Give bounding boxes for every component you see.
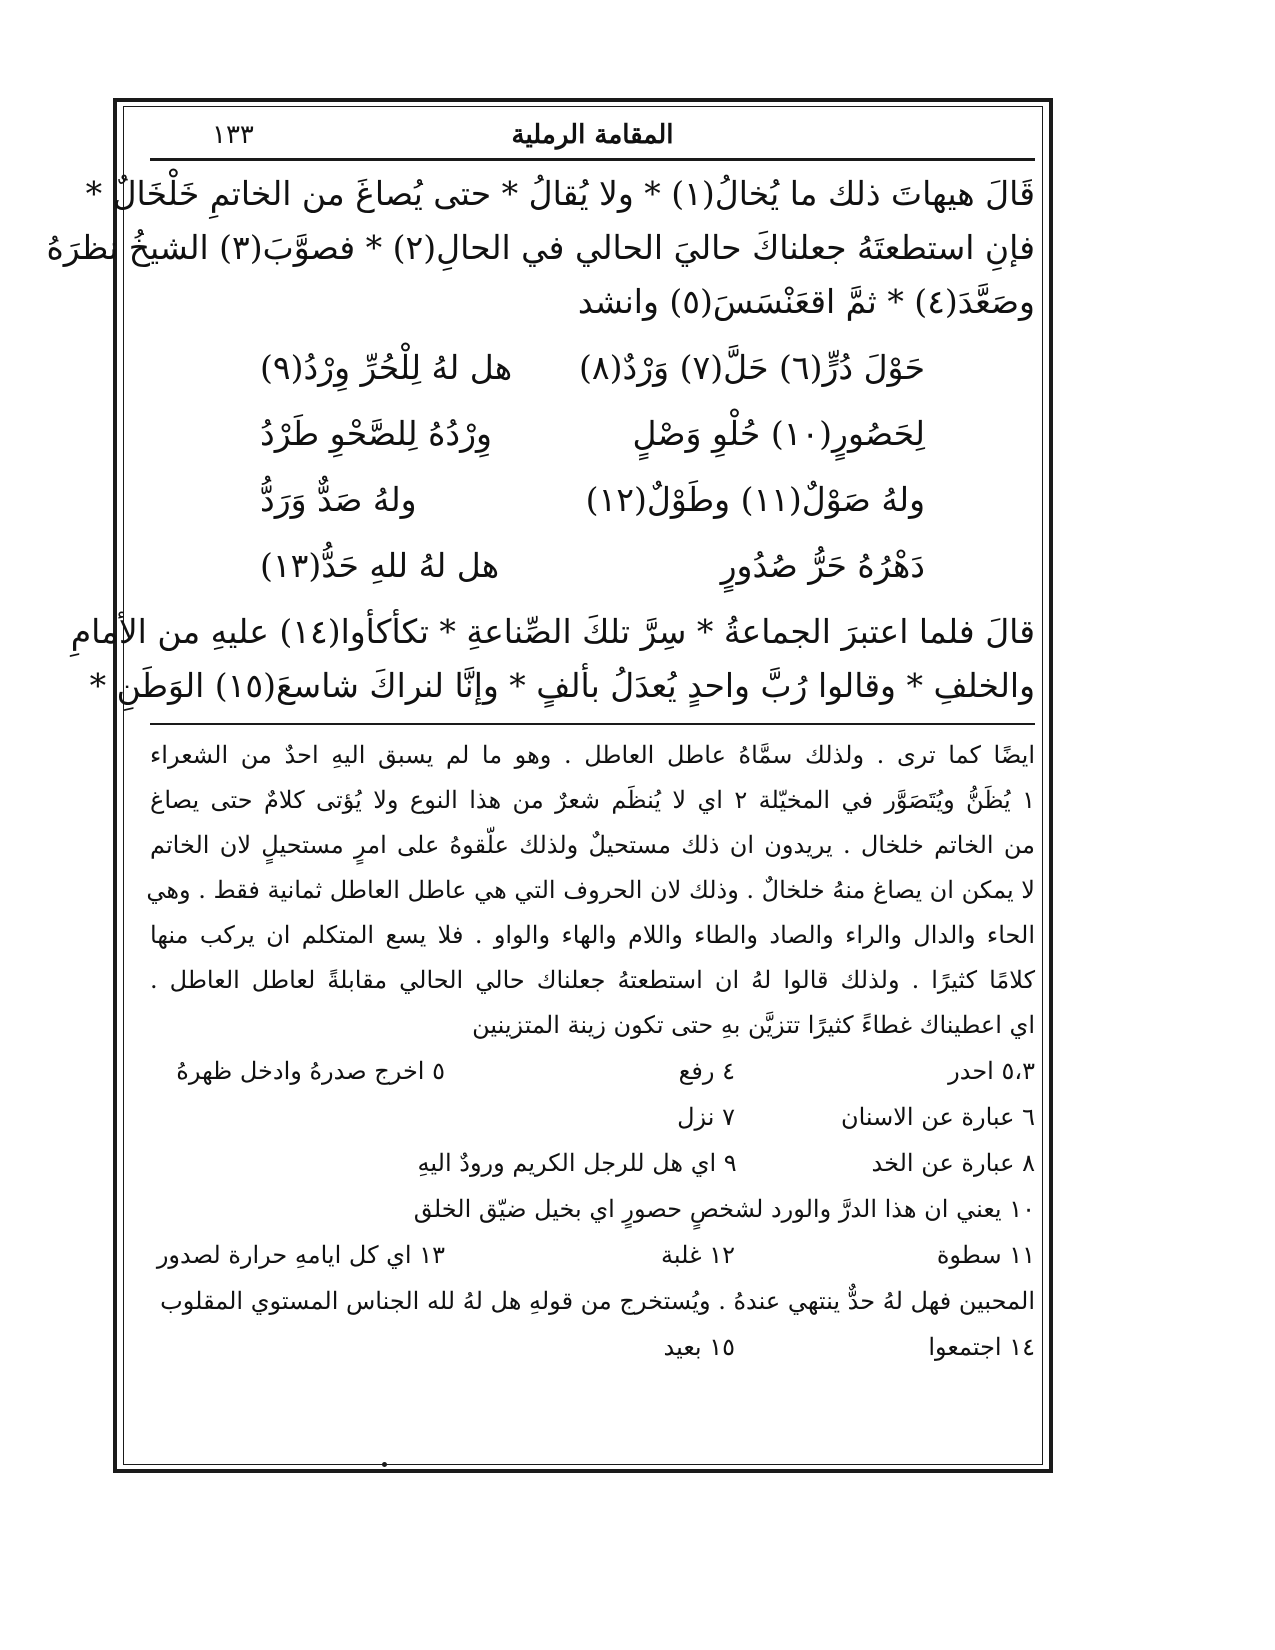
gloss-entry: ٥،٣ احدر: [948, 1057, 1035, 1085]
gloss-entry: ٨ عبارة عن الخد: [871, 1149, 1035, 1177]
prose-block-after-poem: [70, 605, 1035, 713]
prose-line: فإنِ استطعتَهُ جعلناكَ حاليَ الحالي في الحالِ(٢) * فصوَّبَ(٣) الشيخُ نظرَهُ: [46, 228, 1035, 267]
gloss-entry: ١٥ بعيد: [663, 1333, 735, 1361]
gloss-row: [150, 1324, 1035, 1370]
gloss-entry: ١٣ اي كل ايامهِ حرارة لصدور: [156, 1241, 445, 1269]
hemistich-first: حَوْلَ دُرٍّ(٦) حَلَّ(٧) وَرْدٌ(٨): [579, 348, 925, 387]
hemistich-first: دَهْرُهُ حَرُّ صُدُورٍ: [720, 546, 925, 585]
header-rule: [150, 158, 1035, 161]
page-content: [46, 112, 1035, 1452]
note-line: لا يمكن ان يصاغ منهُ خلخالٌ . وذلك لان الحروف التي هي عاطل العاطل ثمانية فقط . وهي: [146, 876, 1035, 904]
gloss-entry: ٩ اي هل للرجل الكريم ورودٌ اليهِ: [417, 1149, 737, 1177]
gloss-row: [150, 1186, 1035, 1232]
poem: [150, 335, 1035, 599]
page-number: ١٣٣: [212, 120, 254, 150]
prose-line: والخلفِ * وقالوا رُبَّ واحدٍ يُعدَلُ بألفٍ * وإنَّا لنراكَ شاسعَ(١٥) الوَطَنِ *: [89, 666, 1035, 705]
note-line: من الخاتم خلخال . يريدون ان ذلك مستحيلٌ ولذلك علّقوهُ على امرٍ مستحيلٍ لان الخاتم: [150, 831, 1035, 859]
verse: [150, 533, 1035, 599]
running-title: المقامة الرملية: [511, 120, 674, 150]
hemistich-first: ولهُ صَوْلٌ(١١) وطَوْلٌ(١٢): [585, 480, 925, 519]
gloss-entry: ٧ نزل: [677, 1103, 735, 1131]
footnote-separator: [150, 723, 1035, 725]
hemistich-first: لِحَصُورٍ(١٠) حُلْوِ وَصْلٍ: [632, 414, 925, 453]
gloss-row: [150, 1048, 1035, 1094]
hemistich-second: ولهُ صَدٌّ وَرَدُّ: [260, 480, 417, 519]
hemistich-second: وِرْدُهُ لِلصَّحْوِ طَرْدُ: [260, 414, 492, 453]
note-line: الحاء والدال والراء والصاد والطاء واللام والهاء والواو . فلا يسع المتكلم ان يركب منها: [150, 921, 1035, 949]
gloss-row: [150, 1232, 1035, 1278]
gloss-entry: ٥ اخرج صدرهُ وادخل ظهرهُ: [176, 1057, 445, 1085]
verse: [150, 401, 1035, 467]
bottom-ink-dot: [382, 1462, 387, 1467]
verse: [150, 335, 1035, 401]
gloss-entry: ١٤ اجتمعوا: [928, 1333, 1035, 1361]
gloss-entry: ٤ رفع: [678, 1057, 735, 1085]
gloss-entry: المحبين فهل لهُ حدٌّ ينتهي عندهُ . ويُستخرج من قولهِ هل لهُ لله الجناس المستوي المقلوب: [160, 1287, 1035, 1315]
glossary: [150, 1048, 1035, 1370]
gloss-entry: ٦ عبارة عن الاسنان: [840, 1103, 1035, 1131]
note-line: ١ يُظَنُّ ويُتَصَوَّر في المخيّلة ٢ اي لا يُنظَم شعرٌ من هذا النوع ولا يُؤتى كلامٌ حتى يصاغ: [150, 786, 1035, 814]
gloss-entry: ١٠ يعني ان هذا الدرَّ والورد لشخصٍ حصورٍ اي بخيل ضيّق الخلق: [413, 1195, 1035, 1223]
page-header: [150, 112, 1035, 158]
commentary-notes: [146, 733, 1035, 1048]
note-line: كلامًا كثيرًا . ولذلك قالوا لهُ ان استطعتهُ جعلناك حالي الحالي مقابلةً لعاطل العاطل .: [150, 966, 1035, 994]
prose-block: [46, 167, 1035, 329]
prose-line: وصَعَّدَ(٤) * ثمَّ اقعَنْسَسَ(٥) وانشد: [577, 282, 1035, 321]
verse: [150, 467, 1035, 533]
prose-line: قَالَ هيهاتَ ذلك ما يُخالُ(١) * ولا يُقالُ * حتى يُصاغَ من الخاتمِ خَلْخَالٌ *: [85, 174, 1035, 213]
gloss-row: [150, 1140, 1035, 1186]
note-line: ايضًا كما ترى . ولذلك سمَّاهُ عاطل العاطل . وهو ما لم يسبق اليهِ احدٌ من الشعراء: [150, 741, 1035, 769]
prose-line: قالَ فلما اعتبرَ الجماعةُ * سِرَّ تلكَ الصِّناعةِ * تكأكأوا(١٤) عليهِ من الأمامِ: [70, 612, 1035, 651]
gloss-entry: ١٢ غلبة: [660, 1241, 735, 1269]
hemistich-second: هل لهُ لِلْحُرِّ وِرْدُ(٩): [260, 348, 513, 387]
note-line: اي اعطيناك غطاءً كثيرًا تتزيَّن بهِ حتى تكون زينة المتزينين: [472, 1011, 1035, 1039]
hemistich-second: هل لهُ للهِ حَدُّ(١٣): [260, 546, 500, 585]
gloss-entry: ١١ سطوة: [936, 1241, 1035, 1269]
gloss-row: [150, 1094, 1035, 1140]
gloss-row: [150, 1278, 1035, 1324]
